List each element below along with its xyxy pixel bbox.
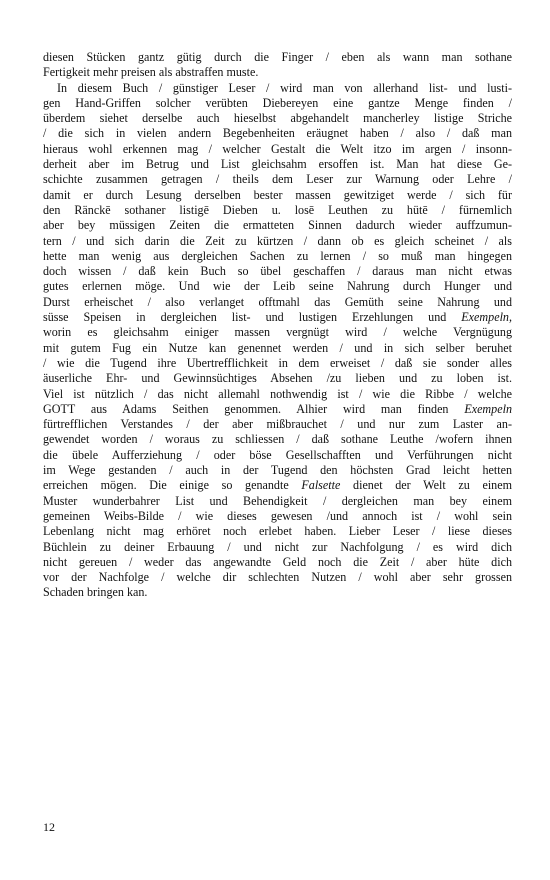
text-line: derheit aber im Betrug und List gleichsahm ersoffen ist. Man hat diese Ge- xyxy=(43,157,512,172)
page-number: 12 xyxy=(43,820,55,834)
text-line: den Ränckē sothaner listigē Dieben u. losē Leuthen zu hütē / fürnemlich xyxy=(43,202,512,217)
text-line: schichte zusammen getragen / theils dem Leser zur Warnung oder Lehre / xyxy=(43,172,512,187)
text-line: Viel ist nützlich / das nicht allemahl nothwendig ist / wie die Ribbe / welche xyxy=(43,386,512,401)
text-line xyxy=(43,402,512,417)
text-line: äuserliche Ehr- und Gewinnsüchtiges Absehen /zu lieben und zu loben ist. xyxy=(43,371,512,386)
text-segment: dienet der Welt zu einem xyxy=(340,478,512,493)
text-line: hieraus wohl erkennen mag / welcher Gestalt die Welt itzo im argen / insonn- xyxy=(43,141,512,156)
text-line: Schaden bringen kan. xyxy=(43,585,148,600)
text-line: gutes erlernen möge. Und wie der Leib seine Nahrung durch Hunger und xyxy=(43,279,512,294)
italic-word: Falsette xyxy=(301,478,341,493)
text-line xyxy=(43,478,512,493)
text-line: nicht gereuen / weder das angewandte Geld noch die Zeit / aber hüte dich xyxy=(43,554,512,569)
text-line: hette man wenig aus dergleichen Sachen zu lernen / so muß man hingegen xyxy=(43,248,512,263)
text-line: / wie die Tugend ihre Ubertrefflichkeit in dem erweiset / daß sie sonder alles xyxy=(43,355,512,370)
text-line: Muster wunderbahrer List und Behendigkeit / dergleichen man bey einem xyxy=(43,493,512,508)
text-line: Lebenlang nicht mag erhöret noch erlebet haben. Lieber Leser / liese dieses xyxy=(43,524,512,539)
text-line: gewendet worden / woraus zu schliessen / daß sothane Leuthe /wofern ihnen xyxy=(43,432,512,447)
text-line: aber bey müssigen Zeiten die ermatteten Sinnen dadurch wieder auffzumun- xyxy=(43,218,512,233)
text-segment: erreichen mögen. Die einige so genandte xyxy=(43,478,302,493)
text-line: im Wege gestanden / auch in der Tugend den höchsten Grad leicht hetten xyxy=(43,463,512,478)
text-line: fürtrefflichen Verstandes / der aber mißbrauchet / und nur zum Laster an- xyxy=(43,417,512,432)
text-line: gemeinen Weibs-Bilde / wie dieses gewesen /und annoch ist / wohl sein xyxy=(43,508,512,523)
text-segment: GOTT aus Adams Seithen genommen. Alhier wird man finden xyxy=(43,401,465,416)
text-line: Fertigkeit mehr preisen als abstraffen muste. xyxy=(43,65,259,80)
text-line: überdem siehet derselbe auch hieselbst abgehandelt mancherley listige Striche xyxy=(43,111,512,126)
text-line: die übele Aufferziehung / oder böse Gesellschafften und Verführungen nicht xyxy=(43,447,512,462)
text-line: vor der Nachfolge / welche dir schlechten Nutzen / wohl aber sehr grossen xyxy=(43,570,512,585)
text-segment: süsse Speisen in dergleichen list- und lustigen Erzehlungen und xyxy=(43,310,462,325)
text-line: tern / und sich darin die Zeit zu kürtzen / dann ob es gleich scheinet / als xyxy=(43,233,512,248)
italic-word: Exempeln, xyxy=(461,310,512,325)
body-text xyxy=(43,50,512,601)
text-line: gen Hand-Griffen solcher verübten Diebereyen eine gantze Menge finden / xyxy=(43,95,512,110)
text-line: mit gutem Fug ein Nutze kan genennet werden / und in sich selber beruhet xyxy=(43,340,512,355)
italic-word: Exempeln xyxy=(464,401,512,416)
text-line: diesen Stücken gantz gütig durch die Finger / eben als wann man sothane xyxy=(43,50,512,64)
text-line: damit er durch Lesung derselben bester massen gewitziget werde / sich für xyxy=(43,187,512,202)
text-line: doch wissen / daß kein Buch so übel geschaffen / daraus man nicht etwas xyxy=(43,264,512,279)
text-line: Durst erheischet / also verlanget offtmahl das Gemüth seine Nahrung und xyxy=(43,294,512,309)
text-line: In diesem Buch / günstiger Leser / wird man von allerhand list- und lusti- xyxy=(57,80,512,95)
text-line: Büchlein zu deiner Erbauung / und nicht zur Nachfolgung / es wird dich xyxy=(43,539,512,554)
text-line: / die sich in vielen andern Begebenheiten eräugnet haben / also / daß man xyxy=(43,126,512,141)
text-line: worin es gleichsahm einiger massen vergnügt wird / welche Vergnügung xyxy=(43,325,512,340)
text-line xyxy=(43,310,512,325)
